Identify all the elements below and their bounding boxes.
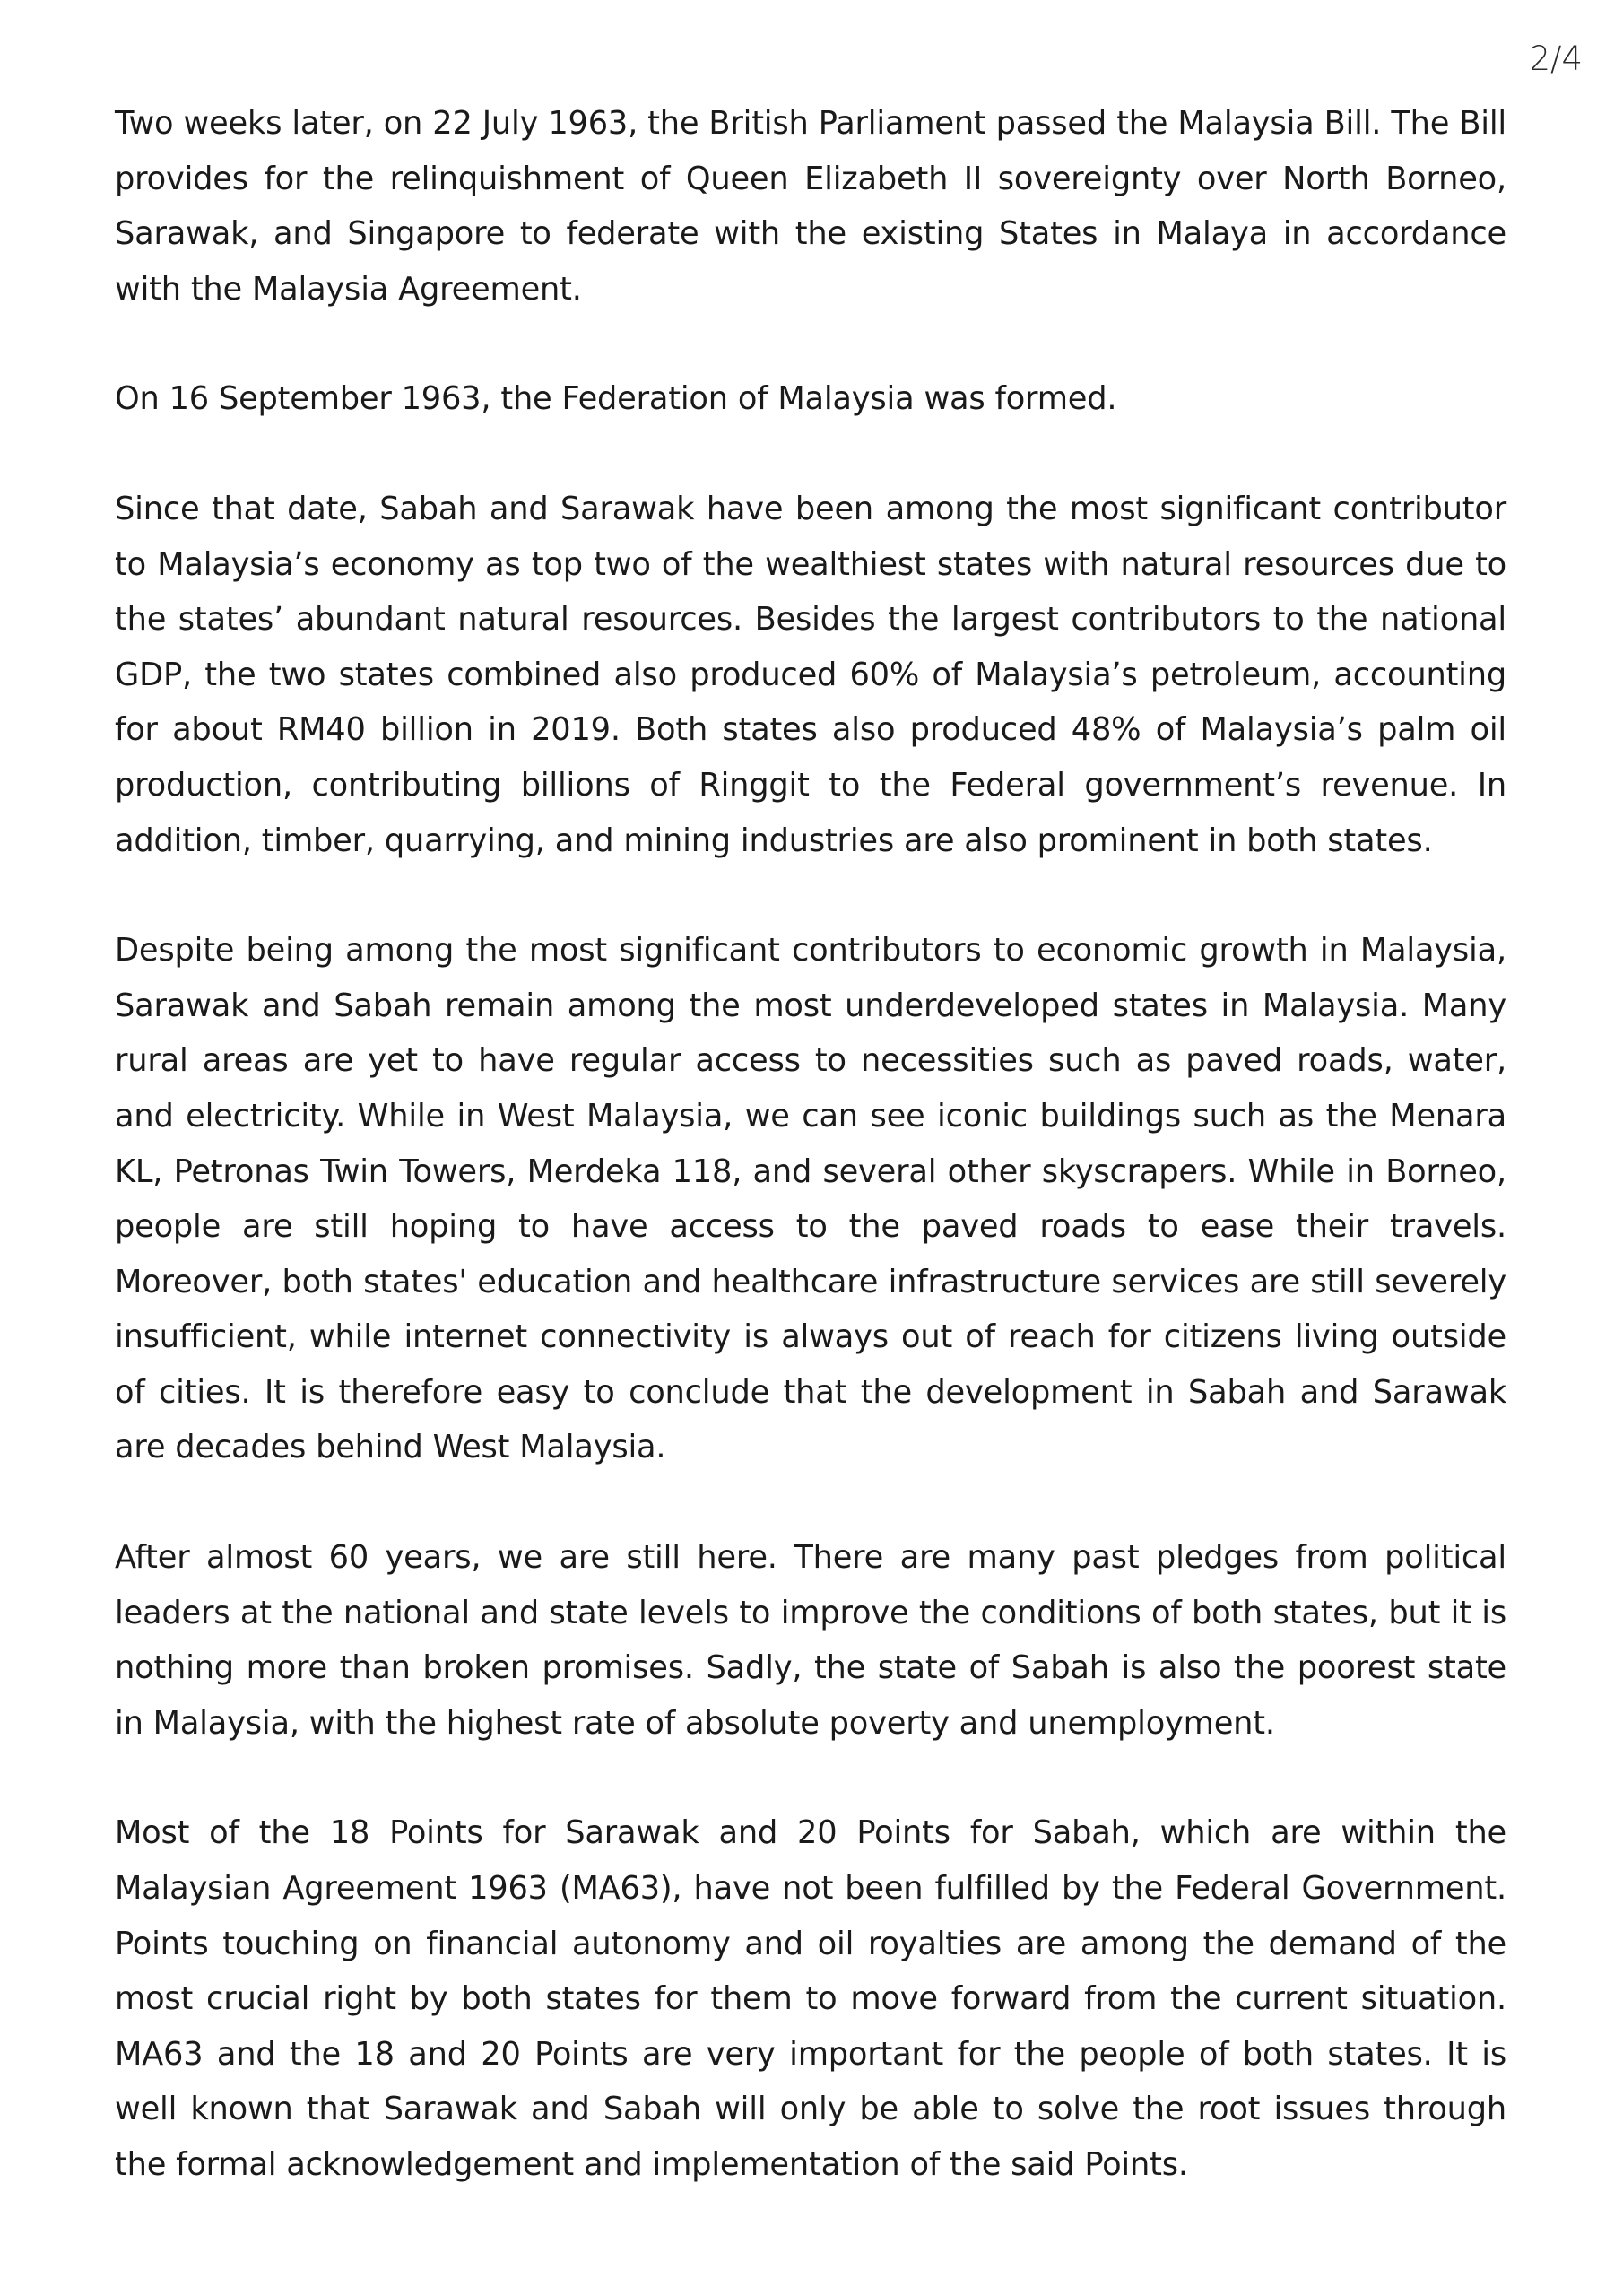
paragraph-federation-formed: On 16 September 1963, the Federation of Malaysia was formed. (115, 380, 1117, 418)
page-number: 2/4 (1529, 39, 1583, 78)
paragraph-broken-promises: After almost 60 years, we are still here. There are many past pledges from political leaders at the national and state levels to improve the conditions of both states, but it is nothing more than broken promises. Sadly, the state of Sabah is also the poorest state in Malaysia, with the highest rate of absolute poverty and unemployment. (115, 1539, 1506, 1742)
document-body (115, 96, 1506, 2248)
paragraph-ma63-points: Most of the 18 Points for Sarawak and 20 Points for Sabah, which are within the Malaysian Agreement 1963 (MA63), have not been fulfilled by the Federal Government. Points touching on financial autonomy and oil royalties are among the demand of the most crucial right by both states for them to move forward from the current situation. MA63 and the 18 and 20 Points are very important for the people of both states. It is well known that Sarawak and Sabah will only be able to solve the root issues through the formal acknowledgement and implementation of the said Points. (115, 1814, 1506, 2183)
paragraph-economic-contribution: Since that date, Sabah and Sarawak have been among the most significant contributor to Malaysia’s economy as top two of the wealthiest states with natural resources due to the states’ abundant natural resources. Besides the largest contributors to the national GDP, the two states combined also produced 60% of Malaysia’s petroleum, accounting for about RM40 billion in 2019. Both states also produced 48% of Malaysia’s palm oil production, contributing billions of Ringgit to the Federal government’s revenue. In addition, timber, quarrying, and mining industries are also prominent in both states. (115, 490, 1506, 859)
paragraph-underdevelopment: Despite being among the most significant contributors to economic growth in Malaysia, Sarawak and Sabah remain among the most underdeveloped states in Malaysia. Many rural areas are yet to have regular access to necessities such as paved roads, water, and electricity. While in West Malaysia, we can see iconic buildings such as the Menara KL, Petronas Twin Towers, Merdeka 118, and several other skyscrapers. While in Borneo, people are still hoping to have access to the paved roads to ease their travels. Moreover, both states' education and healthcare infrastructure services are still severely insufficient, while internet connectivity is always out of reach for citizens living outside of cities. It is therefore easy to conclude that the development in Sabah and Sarawak are decades behind West Malaysia. (115, 932, 1506, 1466)
paragraph-british-parliament-malaysia-bill: Two weeks later, on 22 July 1963, the British Parliament passed the Malaysia Bill. The Bill provides for the relinquishment of Queen Elizabeth II sovereignty over North Borneo, Sarawak, and Singapore to federate with the existing States in Malaya in accordance with the Malaysia Agreement. (115, 105, 1506, 308)
